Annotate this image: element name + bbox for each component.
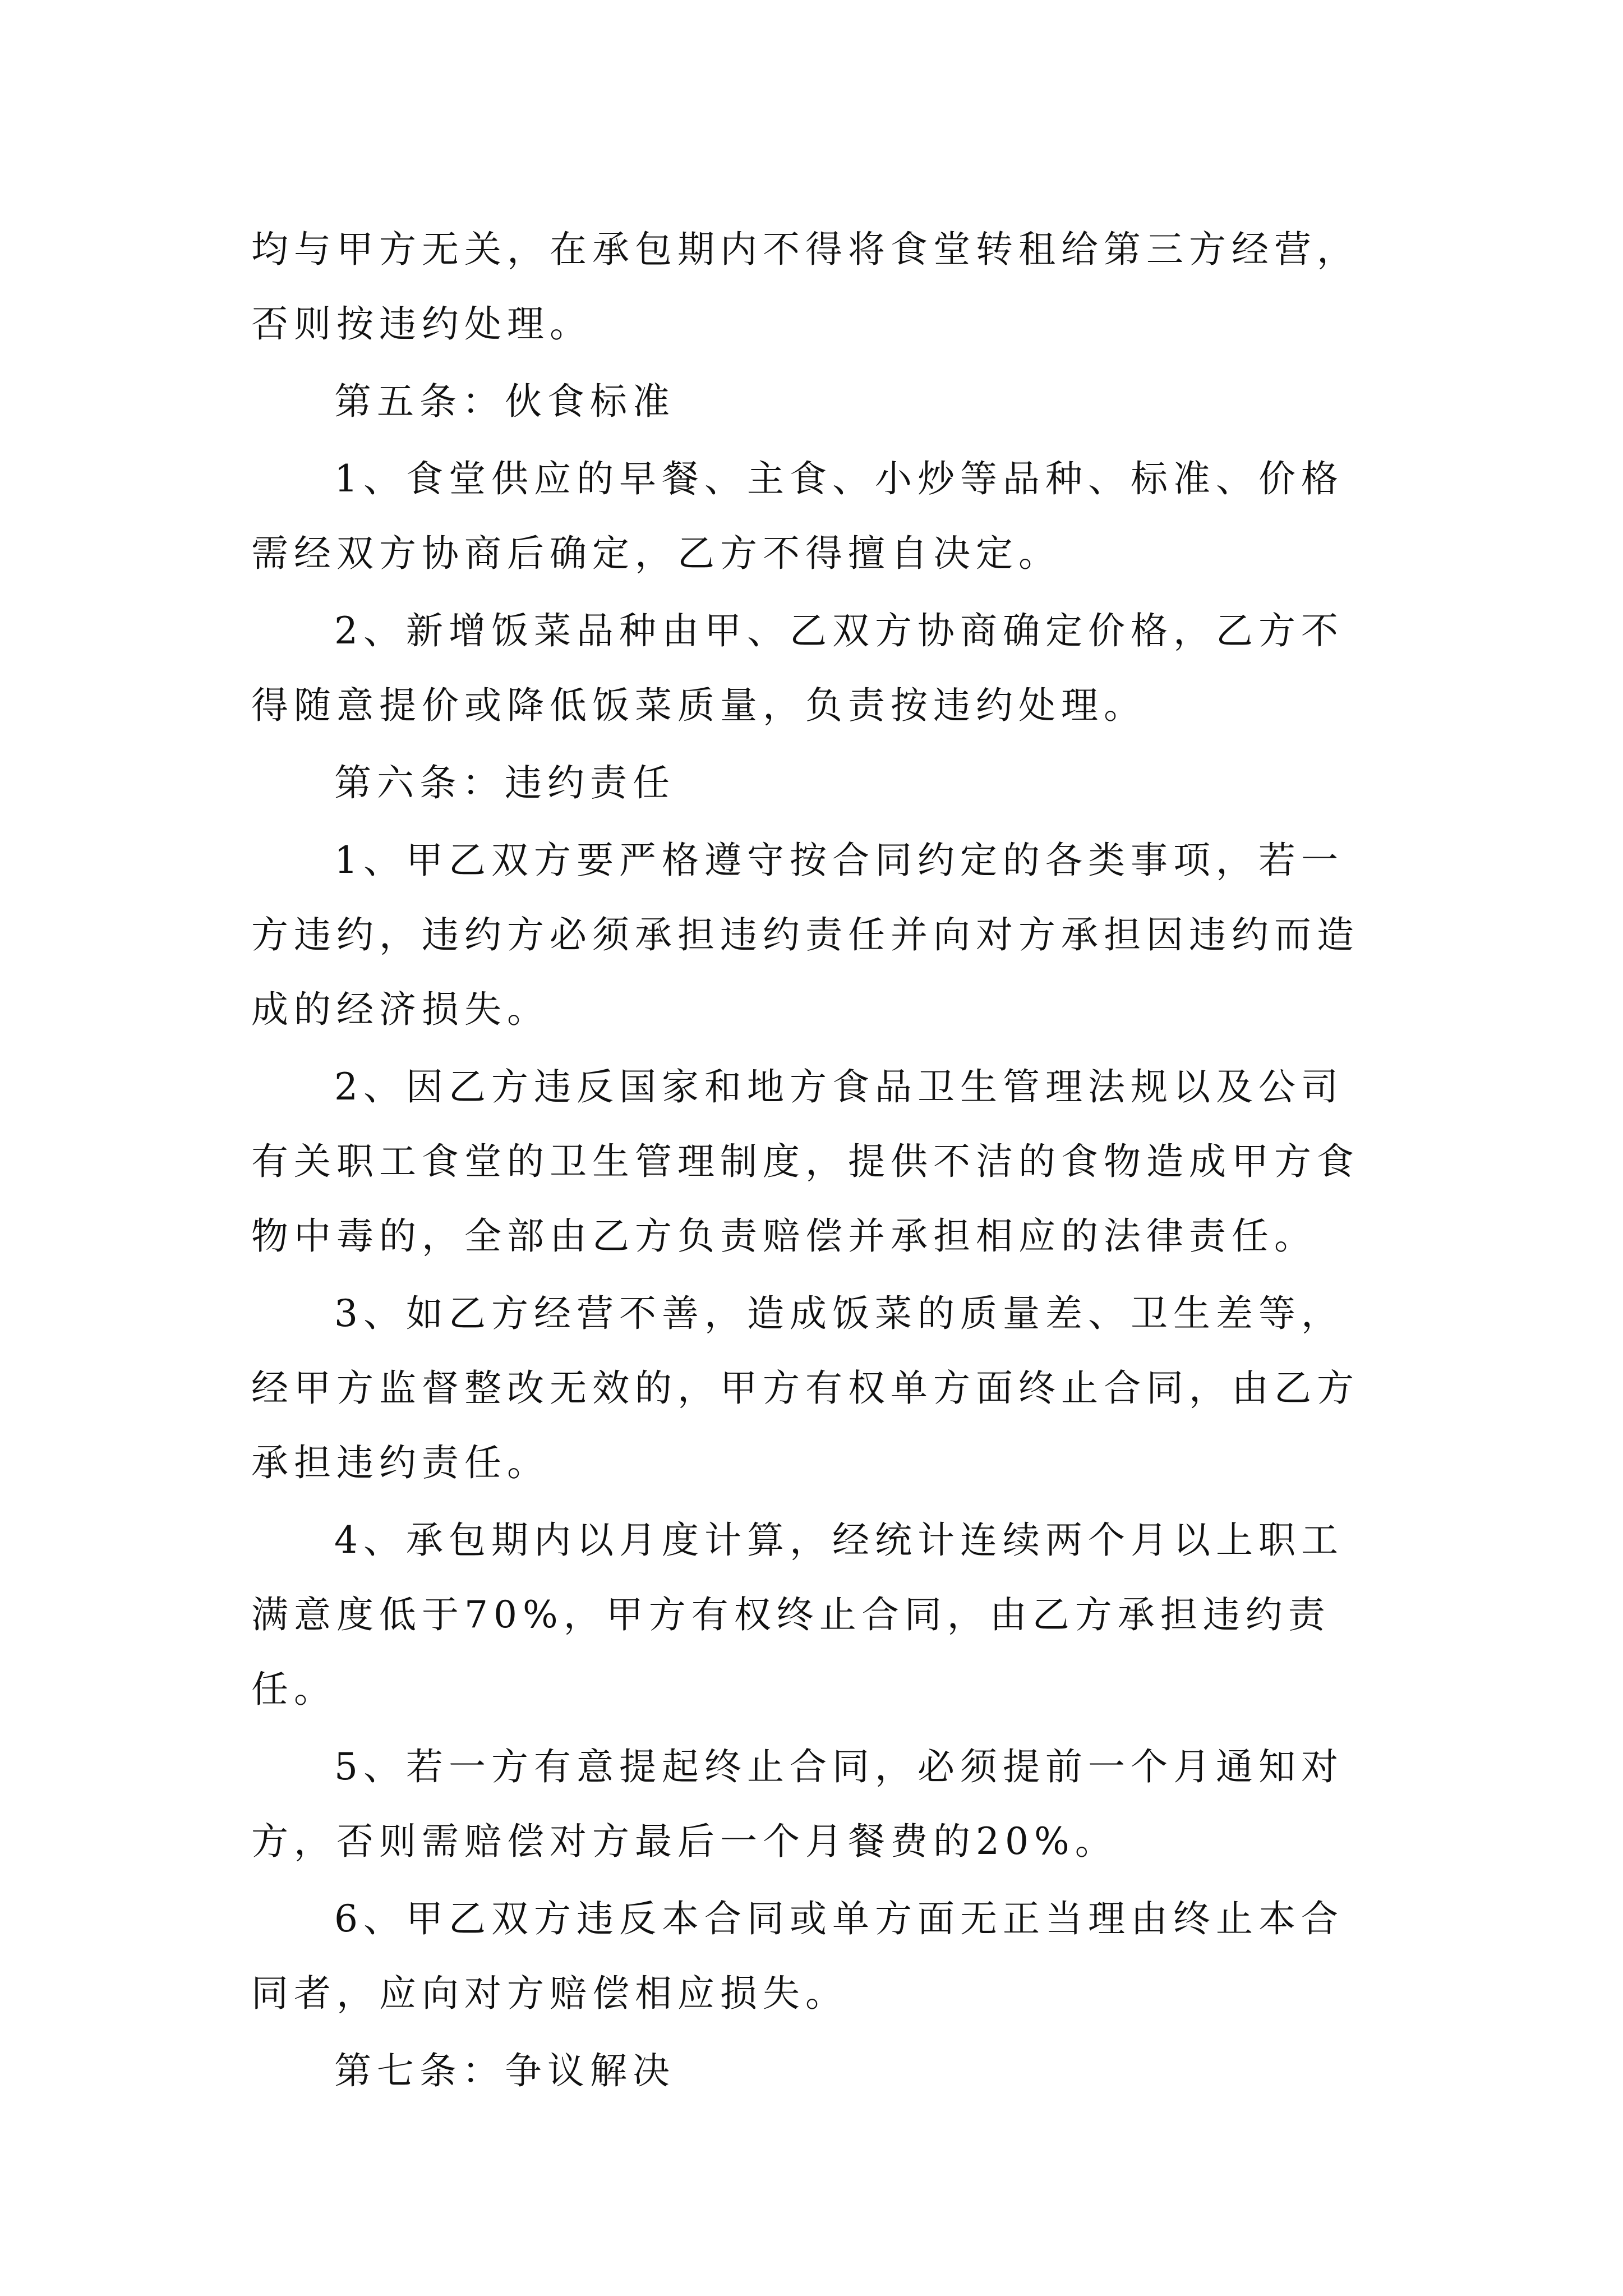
section-heading-7: 第七条：争议解决 [334, 2049, 675, 2092]
document-body [251, 212, 1373, 2111]
clause-6-3: 3、如乙方经营不善，造成饭菜的质量差、卫生差等，经甲方监督整改无效的，甲方有权单方面终止合同，由乙方承担违约责任。 [251, 1292, 1359, 1484]
clause-5-2: 2、新增饭菜品种由甲、乙双方协商确定价格，乙方不得随意提价或降低饭菜质量，负责按违约处理。 [251, 609, 1344, 727]
clause-6-5: 5、若一方有意提起终止合同，必须提前一个月通知对方，否则需赔偿对方最后一个月餐费的20%。 [251, 1745, 1344, 1863]
clause-6-1: 1、甲乙双方要严格遵守按合同约定的各类事项，若一方违约，违约方必须承担违约责任并向对方承担因违约而造成的经济损失。 [251, 839, 1359, 1031]
clause-6-6: 6、甲乙双方违反本合同或单方面无正当理由终止本合同者，应向对方赔偿相应损失。 [251, 1897, 1344, 2015]
section-heading-5: 第五条：伙食标准 [334, 380, 675, 423]
section-heading-6: 第六条：违约责任 [334, 761, 675, 804]
paragraph-continuation: 均与甲方无关，在承包期内不得将食堂转租给第三方经营，否则按违约处理。 [251, 228, 1359, 346]
clause-6-2: 2、因乙方违反国家和地方食品卫生管理法规以及公司有关职工食堂的卫生管理制度，提供不洁的食物造成甲方食物中毒的，全部由乙方负责赔偿并承担相应的法律责任。 [251, 1065, 1359, 1258]
clause-6-4: 4、承包期内以月度计算，经统计连续两个月以上职工满意度低于70%，甲方有权终止合同，由乙方承担违约责任。 [251, 1519, 1344, 1711]
clause-5-1: 1、食堂供应的早餐、主食、小炒等品种、标准、价格需经双方协商后确定，乙方不得擅自决定。 [251, 457, 1344, 575]
